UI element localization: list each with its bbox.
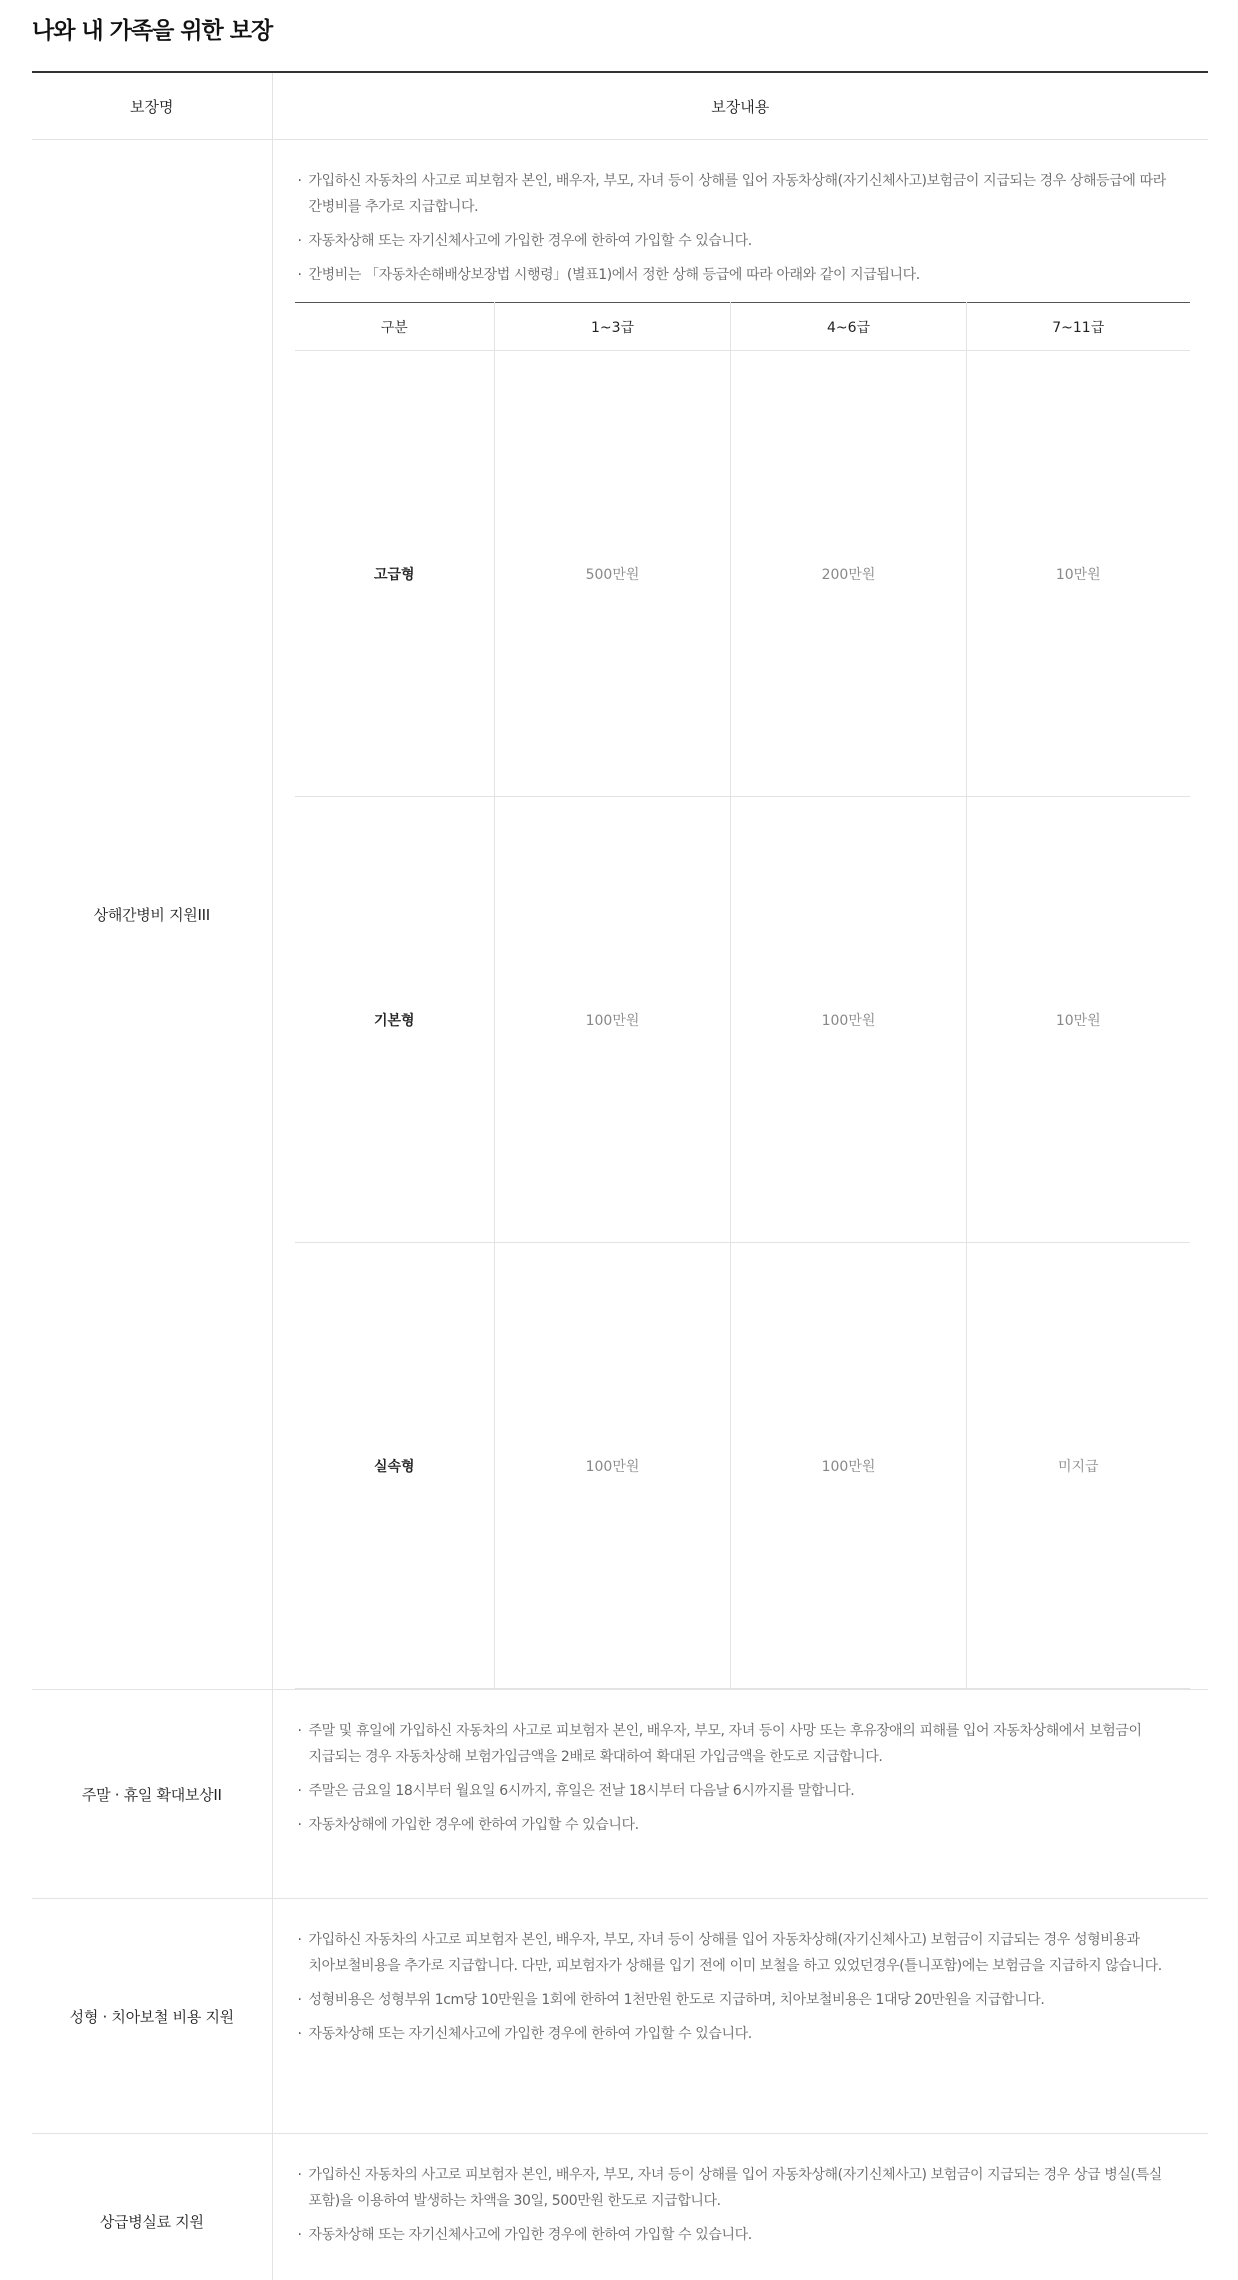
- list-item: · 주말 및 휴일에 가입하신 자동차의 사고로 피보험자 본인, 배우자, 부모, 자녀 등이 사망 또는 후유장애의 피해를 입어 자동차상해에서 보험금이 지급되는 경우 자동차상해 보험가입금액을 2배로 확대하여 확대된 가입금액을 한도로 지급합니다.: [295, 1718, 1189, 1770]
- grade-amount: 100만원: [731, 797, 967, 1243]
- list-item: · 자동차상해 또는 자기신체사고에 가입한 경우에 한하여 가입할 수 있습니다.: [295, 2021, 1189, 2047]
- grade-amount: 100만원: [495, 1243, 731, 1689]
- list-item: · 성형비용은 성형부위 1cm당 10만원을 1회에 한하여 1천만원 한도로 지급하며, 치아보철비용은 1대당 20만원을 지급합니다.: [295, 1987, 1189, 2013]
- list-item: · 가입하신 자동차의 사고로 피보험자 본인, 배우자, 부모, 자녀 등이 상해를 입어 자동차상해(자기신체사고) 보험금이 지급되는 경우 상급 병실(특실 포함)을 이용하여 발생하는 차액을 30일, 500만원 한도로 지급합니다.: [295, 2162, 1189, 2214]
- list-item: · 자동차상해 또는 자기신체사고에 가입한 경우에 한하여 가입할 수 있습니다.: [295, 2222, 1189, 2248]
- bullet-list: [295, 1927, 1189, 2047]
- grade-amount: 500만원: [495, 351, 731, 797]
- bullet-dot-icon: ·: [298, 2162, 302, 2188]
- bullet-list: [295, 168, 1189, 288]
- grade-header-4-6: 4~6급: [731, 303, 967, 351]
- bullet-dot-icon: ·: [298, 262, 302, 288]
- grade-header-7-11: 7~11급: [967, 303, 1190, 351]
- grade-amount: 100만원: [731, 1243, 967, 1689]
- list-item: · 간병비는 「자동차손해배상보장법 시행령」(별표1)에서 정한 상해 등급에 따라 아래와 같이 지급됩니다.: [295, 262, 1189, 288]
- grade-header-1-3: 1~3급: [495, 303, 731, 351]
- bullet-dot-icon: ·: [298, 168, 302, 194]
- bullet-list: [295, 1718, 1189, 1838]
- coverage-content: [272, 140, 1208, 1690]
- table-header-row: [32, 72, 1208, 140]
- grade-type: 실속형: [295, 1243, 495, 1689]
- coverage-content: [272, 1899, 1208, 2134]
- grade-amount: 10만원: [967, 351, 1190, 797]
- bullet-dot-icon: ·: [298, 2021, 302, 2047]
- grade-row: [295, 351, 1190, 797]
- coverage-name: 주말 · 휴일 확대보상II: [32, 1690, 272, 1899]
- coverage-name: 상해간병비 지원III: [32, 140, 272, 1690]
- list-item: · 가입하신 자동차의 사고로 피보험자 본인, 배우자, 부모, 자녀 등이 상해를 입어 자동차상해(자기신체사고)보험금이 지급되는 경우 상해등급에 따라 간병비를 추가로 지급합니다.: [295, 168, 1189, 220]
- coverage-content: [272, 1690, 1208, 1899]
- bullet-dot-icon: ·: [298, 1718, 302, 1744]
- list-item: · 주말은 금요일 18시부터 월요일 6시까지, 휴일은 전날 18시부터 다음날 6시까지를 말합니다.: [295, 1778, 1189, 1804]
- bullet-dot-icon: ·: [298, 1812, 302, 1838]
- header-coverage-content: 보장내용: [272, 72, 1208, 140]
- grade-amount: 100만원: [495, 797, 731, 1243]
- coverage-content: [272, 2134, 1208, 2280]
- grade-row: [295, 1243, 1190, 1689]
- header-coverage-name: 보장명: [32, 72, 272, 140]
- bullet-dot-icon: ·: [298, 2222, 302, 2248]
- grade-type: 기본형: [295, 797, 495, 1243]
- grade-amount: 200만원: [731, 351, 967, 797]
- table-row: [32, 1690, 1208, 1899]
- bullet-dot-icon: ·: [298, 1778, 302, 1804]
- table-row: [32, 1899, 1208, 2134]
- grade-type: 고급형: [295, 351, 495, 797]
- grade-header-row: [295, 303, 1190, 351]
- bullet-dot-icon: ·: [298, 1987, 302, 2013]
- page-title: 나와 내 가족을 위한 보장: [32, 14, 272, 48]
- bullet-dot-icon: ·: [298, 228, 302, 254]
- table-row: [32, 140, 1208, 1690]
- coverage-name: 성형 · 치아보철 비용 지원: [32, 1899, 272, 2134]
- grade-table: [295, 302, 1190, 1689]
- bullet-list: [295, 2162, 1189, 2248]
- list-item: · 자동차상해에 가입한 경우에 한하여 가입할 수 있습니다.: [295, 1812, 1189, 1838]
- table-row: [32, 2134, 1208, 2280]
- grade-amount: 10만원: [967, 797, 1190, 1243]
- grade-amount: 미지급: [967, 1243, 1190, 1689]
- grade-row: [295, 797, 1190, 1243]
- grade-header-type: 구분: [295, 303, 495, 351]
- coverage-table: [32, 71, 1208, 2280]
- list-item: · 자동차상해 또는 자기신체사고에 가입한 경우에 한하여 가입할 수 있습니다.: [295, 228, 1189, 254]
- bullet-dot-icon: ·: [298, 1927, 302, 1953]
- list-item: · 가입하신 자동차의 사고로 피보험자 본인, 배우자, 부모, 자녀 등이 상해를 입어 자동차상해(자기신체사고) 보험금이 지급되는 경우 성형비용과 치아보철비용을 추가로 지급합니다. 다만, 피보험자가 상해를 입기 전에 이미 보철을 하고 있었던경우(틀니포함)에는 보험금을 지급하지 않습니다.: [295, 1927, 1189, 1979]
- coverage-name: 상급병실료 지원: [32, 2134, 272, 2280]
